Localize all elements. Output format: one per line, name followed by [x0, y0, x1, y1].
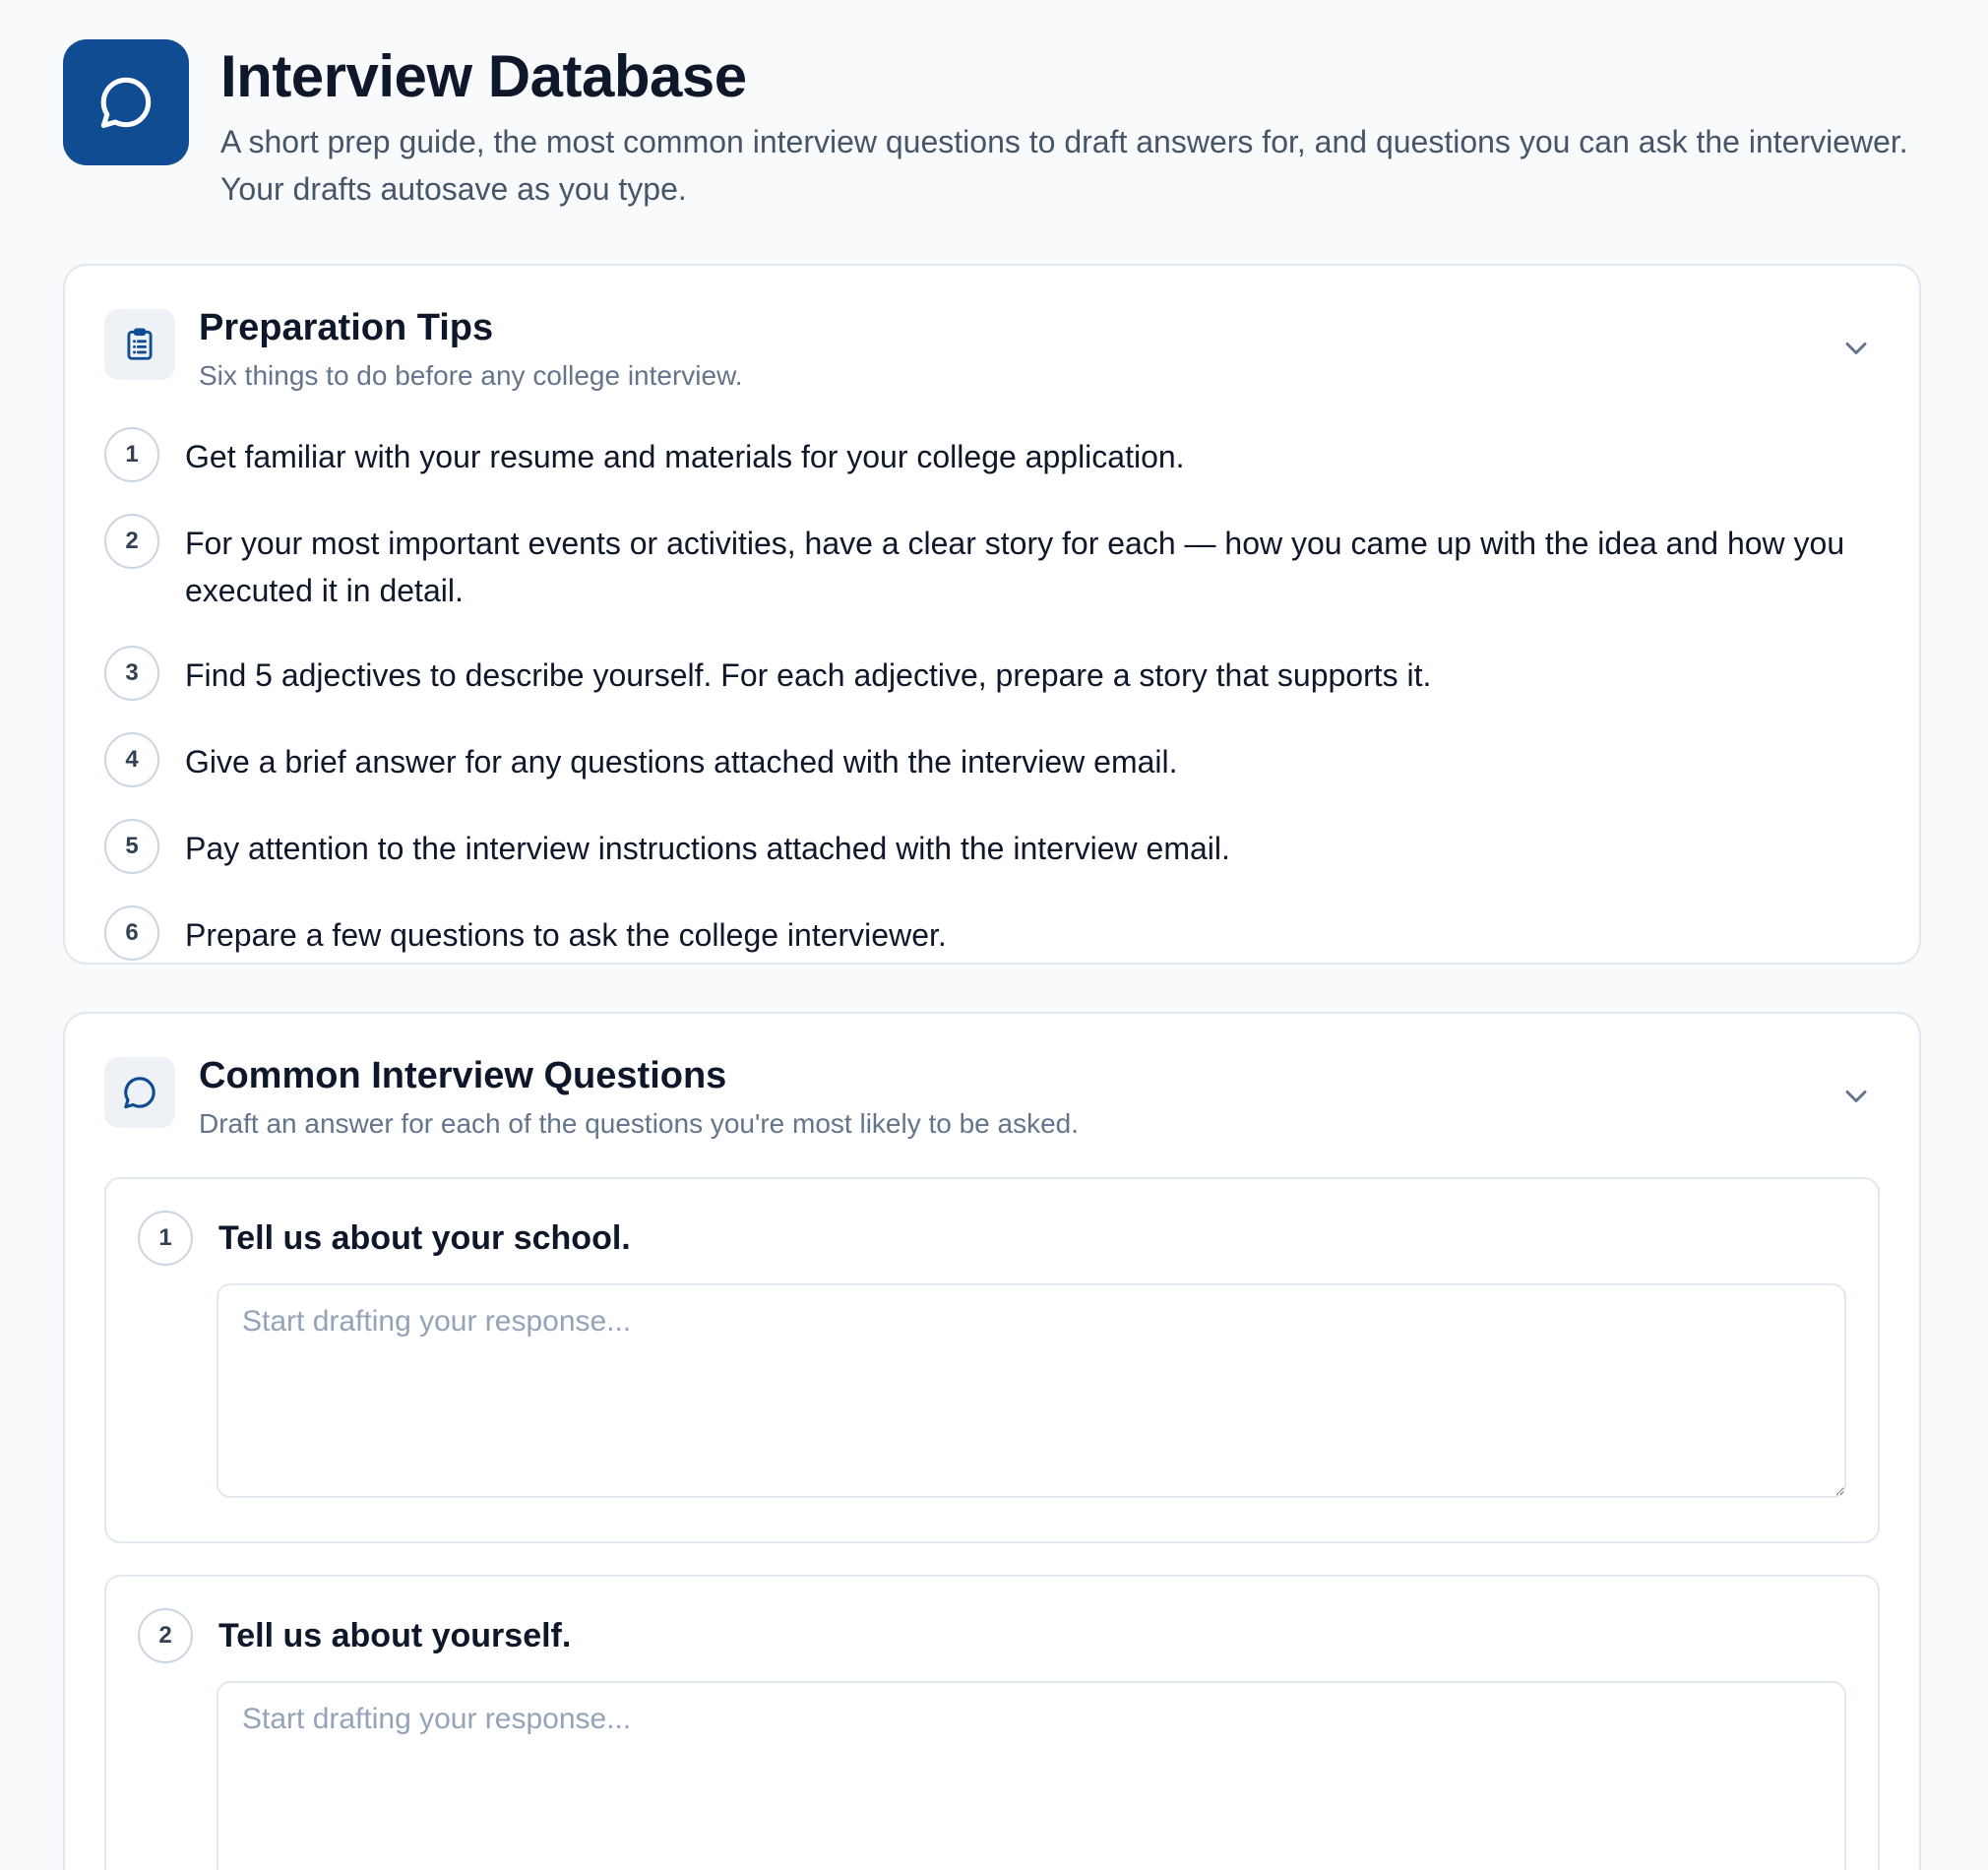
- page-subtitle: A short prep guide, the most common interview questions to draft answers for, and questions you can ask the interviewer. Your drafts autosave as you type.: [220, 124, 1908, 207]
- tip-text: Pay attention to the interview instructions attached with the interview email.: [185, 831, 1230, 866]
- step-number: 1: [104, 427, 159, 482]
- step-number: 5: [104, 819, 159, 874]
- list-item: [104, 427, 1876, 482]
- common-questions-card: [63, 1012, 1921, 1870]
- app-logo: [63, 39, 189, 165]
- step-number: 2: [104, 514, 159, 569]
- card-icon-box: [104, 309, 175, 380]
- question-number: 1: [138, 1211, 193, 1266]
- list-item: [104, 646, 1876, 701]
- card-head-text: [199, 303, 743, 396]
- tip-text: For your most important events or activities, have a clear story for each — how you came up with the idea and how you executed it in detail.: [185, 526, 1845, 608]
- step-number: 4: [104, 732, 159, 787]
- list-item: [104, 905, 1876, 961]
- response-textarea[interactable]: [217, 1283, 1846, 1498]
- tip-text: Find 5 adjectives to describe yourself. For each adjective, prepare a story that supports it.: [185, 657, 1432, 693]
- section-title: Preparation Tips: [199, 307, 494, 348]
- card-head-text: [199, 1051, 1079, 1144]
- chevron-down-icon[interactable]: [1838, 1079, 1874, 1114]
- step-number: 3: [104, 646, 159, 701]
- step-number: 6: [104, 905, 159, 961]
- response-textarea[interactable]: [217, 1681, 1846, 1870]
- question-header: [138, 1211, 631, 1266]
- question-header: [138, 1608, 571, 1663]
- question-text: Tell us about your school.: [218, 1219, 631, 1257]
- question-item: [104, 1575, 1880, 1870]
- list-item: [104, 732, 1876, 787]
- chat-bubble-icon: [94, 71, 157, 134]
- question-text: Tell us about yourself.: [218, 1617, 572, 1654]
- tips-list: [104, 427, 1876, 992]
- question-number: 2: [138, 1608, 193, 1663]
- section-description: Six things to do before any college interview.: [199, 360, 743, 391]
- preparation-tips-header[interactable]: [104, 309, 743, 396]
- tip-text: Give a brief answer for any questions attached with the interview email.: [185, 744, 1178, 779]
- common-questions-header[interactable]: [104, 1057, 1079, 1144]
- list-item: [104, 514, 1876, 614]
- section-title: Common Interview Questions: [199, 1055, 727, 1096]
- list-item: [104, 819, 1876, 874]
- page-header: [63, 39, 1913, 213]
- preparation-tips-card: [63, 264, 1921, 965]
- chevron-down-icon[interactable]: [1838, 331, 1874, 366]
- question-item: [104, 1177, 1880, 1543]
- card-icon-box: [104, 1057, 175, 1128]
- clipboard-list-icon: [121, 326, 158, 363]
- tip-text: Prepare a few questions to ask the college interviewer.: [185, 917, 947, 953]
- page-title: Interview Database: [220, 43, 747, 109]
- tip-text: Get familiar with your resume and materials for your college application.: [185, 439, 1185, 474]
- section-description: Draft an answer for each of the questions you're most likely to be asked.: [199, 1108, 1080, 1139]
- chat-bubble-icon: [120, 1073, 159, 1112]
- header-text: [220, 39, 1913, 213]
